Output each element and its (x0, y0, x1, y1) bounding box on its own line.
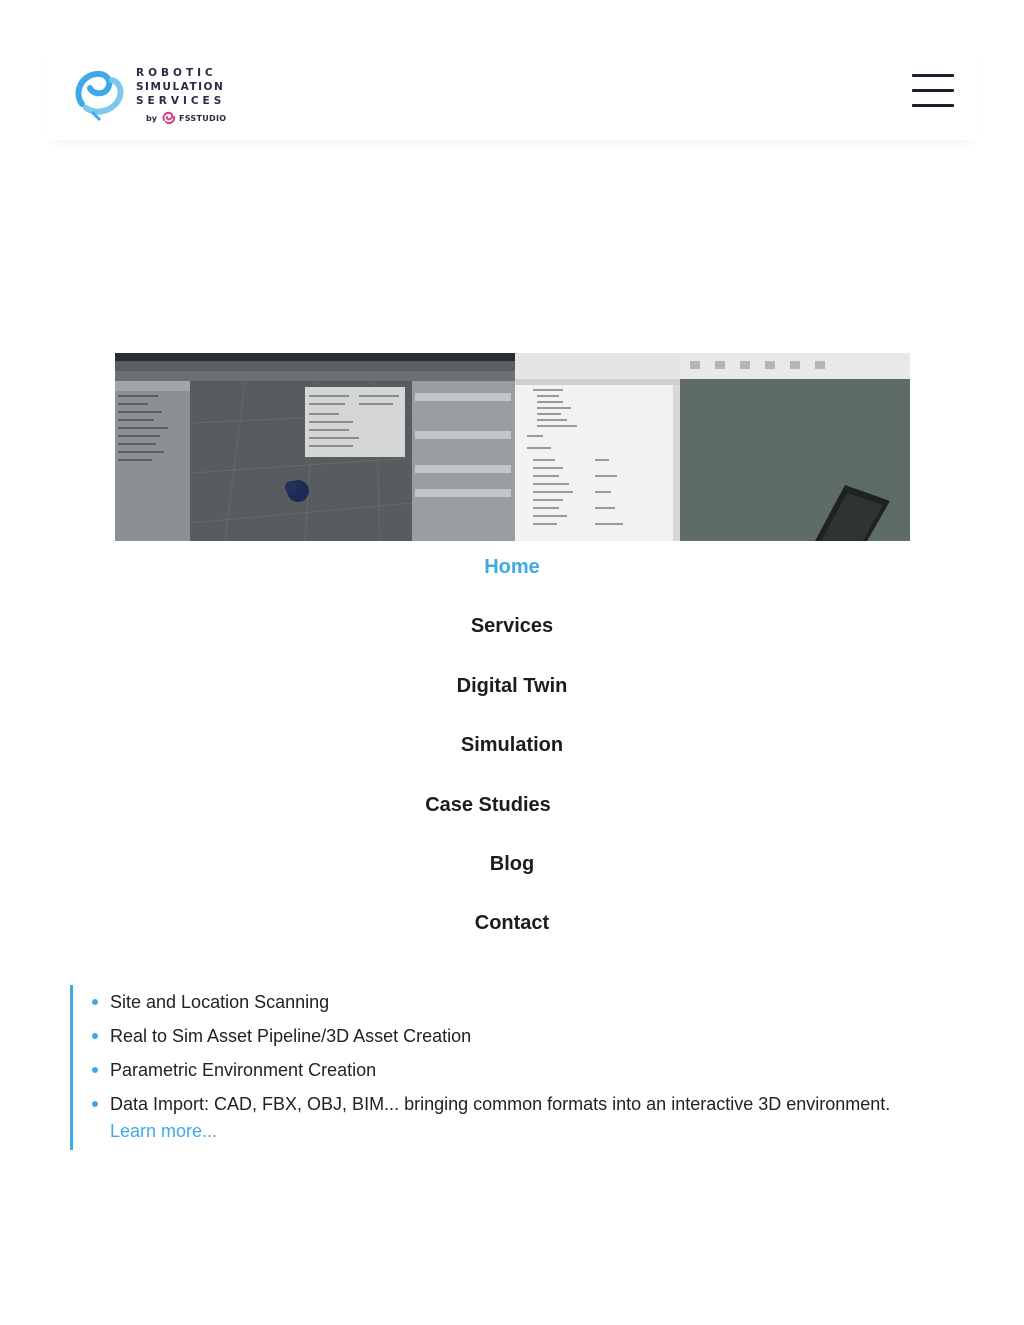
brand-wordmark (136, 66, 226, 125)
nav-services[interactable]: Services (470, 615, 554, 637)
nav-case-studies[interactable]: Case Studies (425, 794, 551, 816)
list-item: Real to Sim Asset Pipeline/3D Asset Creation (92, 1019, 890, 1053)
nav-simulation[interactable]: Simulation (460, 734, 564, 756)
brand-line-2: SIMULATION (136, 81, 225, 93)
brand-line-1: ROBOTIC (136, 67, 217, 79)
brand-parent: FSSTUDIO (178, 113, 227, 123)
menu-bar (912, 104, 954, 107)
nav-blog[interactable]: Blog (489, 853, 535, 875)
nav-digital-twin[interactable]: Digital Twin (456, 675, 568, 697)
list-item: Data Import: CAD, FBX, OBJ, BIM... bringing common formats into an interactive 3D environment. (92, 1087, 890, 1121)
fsstudio-logo-icon (162, 111, 176, 125)
learn-more-link[interactable]: Learn more... (110, 1121, 218, 1141)
site-header (48, 40, 976, 140)
list-item: Site and Location Scanning (92, 985, 890, 1019)
brand-byline (146, 111, 226, 125)
brand-logo[interactable] (72, 64, 232, 124)
nav-contact[interactable]: Contact (474, 912, 550, 934)
feature-list (92, 985, 890, 1121)
hero-image (115, 353, 910, 541)
robotic-simulation-logo-icon (72, 64, 130, 122)
nav-home[interactable]: Home (484, 556, 540, 578)
hamburger-menu-icon[interactable] (912, 74, 956, 108)
menu-bar (912, 74, 954, 77)
feature-list-section (70, 985, 953, 1150)
menu-bar (912, 89, 954, 92)
simulation-editor-screenshot (115, 353, 910, 541)
brand-line-3: SERVICES (136, 95, 226, 107)
list-item: Parametric Environment Creation (92, 1053, 890, 1087)
brand-by: by (146, 113, 157, 123)
